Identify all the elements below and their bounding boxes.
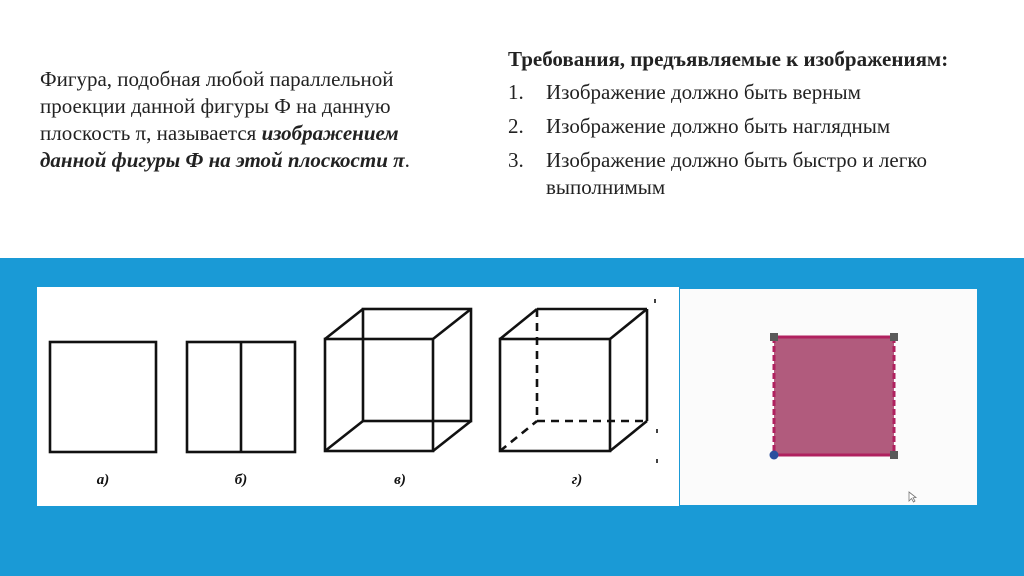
requirement-text: Изображение должно быть быстро и легко выполнимым: [546, 148, 927, 199]
filled-square: [774, 337, 894, 455]
figure-g-cube: [500, 309, 647, 451]
requirements-title: Требования, предъявляемые к изображениям:: [508, 47, 949, 71]
figure-v-cube: [325, 309, 471, 451]
figure-label-b: б): [234, 472, 248, 488]
requirement-item-1: [508, 79, 978, 106]
requirement-text: Изображение должно быть верным: [546, 80, 861, 104]
requirement-item-3: [508, 147, 978, 201]
vertex-bottom-right: [890, 451, 898, 459]
definition-end: .: [404, 148, 410, 172]
figure-label-g: г): [571, 472, 583, 488]
definition-plain: Фигура, подобная любой параллельной проекции данной фигуры Ф на данную плоскость π, называется: [40, 67, 394, 145]
requirement-item-2: [508, 113, 978, 140]
geometry-svg: [680, 289, 977, 505]
figure-label-a: а): [96, 472, 110, 488]
requirement-number: 1.: [508, 80, 524, 104]
definition-emphasis: изображением данной фигуры Ф на этой плоскости π: [40, 121, 405, 172]
figure-a-square: [50, 342, 156, 452]
scan-artifacts: [655, 299, 657, 463]
geometry-image: [680, 289, 977, 505]
vertex-bottom-left: [770, 451, 779, 460]
figures-svg: [37, 287, 679, 506]
definition-text: [40, 66, 440, 174]
requirements-block: [508, 46, 978, 208]
cursor-icon: [909, 492, 916, 502]
requirement-number: 3.: [508, 148, 524, 172]
requirement-number: 2.: [508, 114, 524, 138]
requirement-text: Изображение должно быть наглядным: [546, 114, 891, 138]
vertex-top-left: [770, 333, 778, 341]
figures-image: [37, 287, 679, 506]
vertex-top-right: [890, 333, 898, 341]
figure-label-v: в): [394, 472, 406, 488]
requirements-list: [508, 79, 978, 201]
